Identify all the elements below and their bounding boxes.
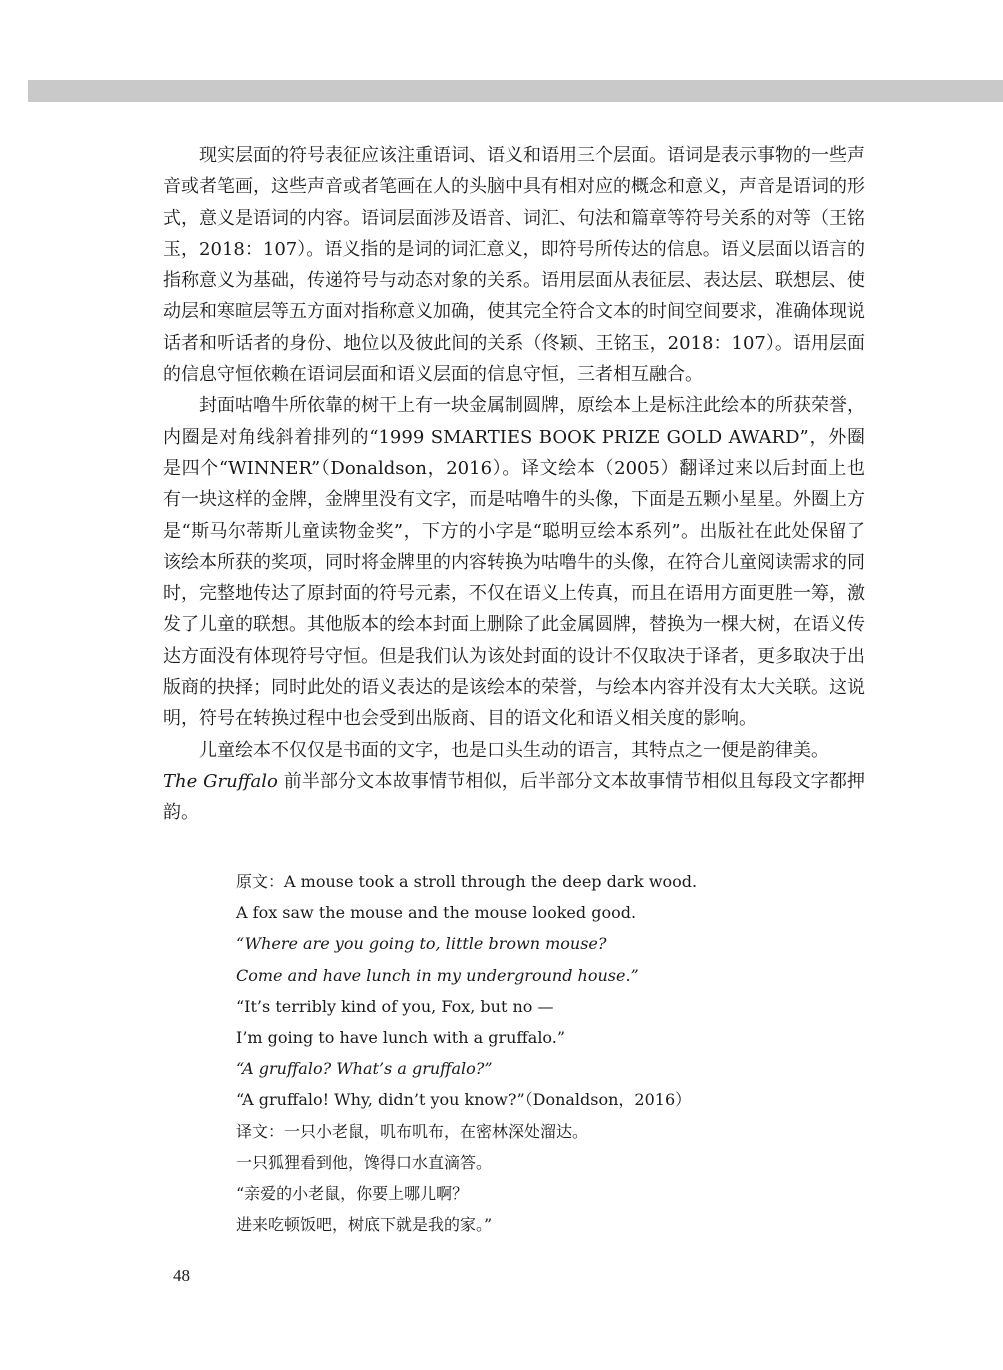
paragraph-2: 封面咕噜牛所依靠的树干上有一块金属制圆牌，原绘本上是标注此绘本的所获荣誉，内圈是对角线斜着排列的“1999 SMARTIES BOOK PRIZE GOLD AWARD”，外圈是四个“WINNER”（Donaldson，2016）。译文绘本（2005）翻译过来以后封面上也有一块这样的金牌，金牌里没有文字，而是咕噜牛的头像，下面是五颗小星星。外圈上方是“斯马尔蒂斯儿童读物金奖”，下方的小字是“聪明豆绘本系列”。出版社在此处保留了该绘本所获的奖项，同时将金牌里的内容转换为咕噜牛的头像，在符合儿童阅读需求的同时，完整地传达了原封面的符号元素，不仅在语义上传真，而且在语用方面更胜一筹，激发了儿童的联想。其他版本的绘本封面上删除了此金属圆牌，替换为一棵大树，在语义传达方面没有体现符号守恒。但是我们认为该处封面的设计不仅取决于译者，更多取决于出版商的抉择；同时此处的语义表达的是该绘本的荣誉，与绘本内容并没有太大关联。这说明，符号在转换过程中也会受到出版商、目的语文化和语义相关度的影响。 [163, 395, 865, 730]
quote-line: “It’s terribly kind of you, Fox, but no — [236, 996, 554, 1016]
paragraph-4-rest: 前半部分文本故事情节相似，后半部分文本故事情节相似且每段文字都押韵。 [163, 770, 866, 824]
page-number: 48 [173, 1266, 190, 1285]
header-bar [28, 80, 1003, 102]
quote-line: A fox saw the mouse and the mouse looked good. [236, 903, 637, 923]
quote-line: “A gruffalo? What’s a gruffalo?” [236, 1059, 493, 1079]
quote-line: 译文：一只小老鼠，叽布叽布，在密林深处溜达。 [236, 1121, 589, 1141]
paragraph-1: 现实层面的符号表征应该注重语词、语义和语用三个层面。语词是表示事物的一些声音或者笔画，这些声音或者笔画在人的头脑中具有相对应的概念和意义，声音是语词的形式，意义是语词的内容。语词层面涉及语音、词汇、句法和篇章等符号关系的对等（王铭玉，2018：107）。语义指的是词的词汇意义，即符号所传达的信息。语义层面以语言的指称意义为基础，传递符号与动态对象的关系。语用层面从表征层、表达层、联想层、使动层和寒暄层等五方面对指称意义加确，使其完全符合文本的时间空间要求，准确体现说话者和听话者的身份、地位以及彼此间的关系（佟颖、王铭玉，2018：107）。语用层面的信息守恒依赖在语词层面和语义层面的信息守恒，三者相互融合。 [163, 145, 865, 386]
body-text [163, 140, 865, 829]
paragraph-3: 儿童绘本不仅仅是书面的文字，也是口头生动的语言，其特点之一便是韵律美。 [199, 739, 829, 761]
quote-line: 一只狐狸看到他，馋得口水直滴答。 [236, 1152, 493, 1172]
paragraph-4 [163, 766, 865, 829]
quote-line: “A gruffalo! Why, didn’t you know?”（Donaldson，2016） [236, 1090, 692, 1110]
quote-line: “Where are you going to, little brown mouse? [236, 934, 607, 954]
quote-line: 原文：A mouse took a stroll through the deep dark wood. [236, 872, 698, 891]
quote-line: 进来吃顿饭吧，树底下就是我的家。” [236, 1215, 493, 1235]
quote-line: Come and have lunch in my underground house.” [236, 965, 639, 985]
poem-quote [236, 866, 856, 1240]
quote-line: I’m going to have lunch with a gruffalo.” [236, 1028, 566, 1048]
book-title: The Gruffalo [163, 770, 278, 792]
quote-line: “亲爱的小老鼠，你要上哪儿啊？ [236, 1184, 469, 1204]
